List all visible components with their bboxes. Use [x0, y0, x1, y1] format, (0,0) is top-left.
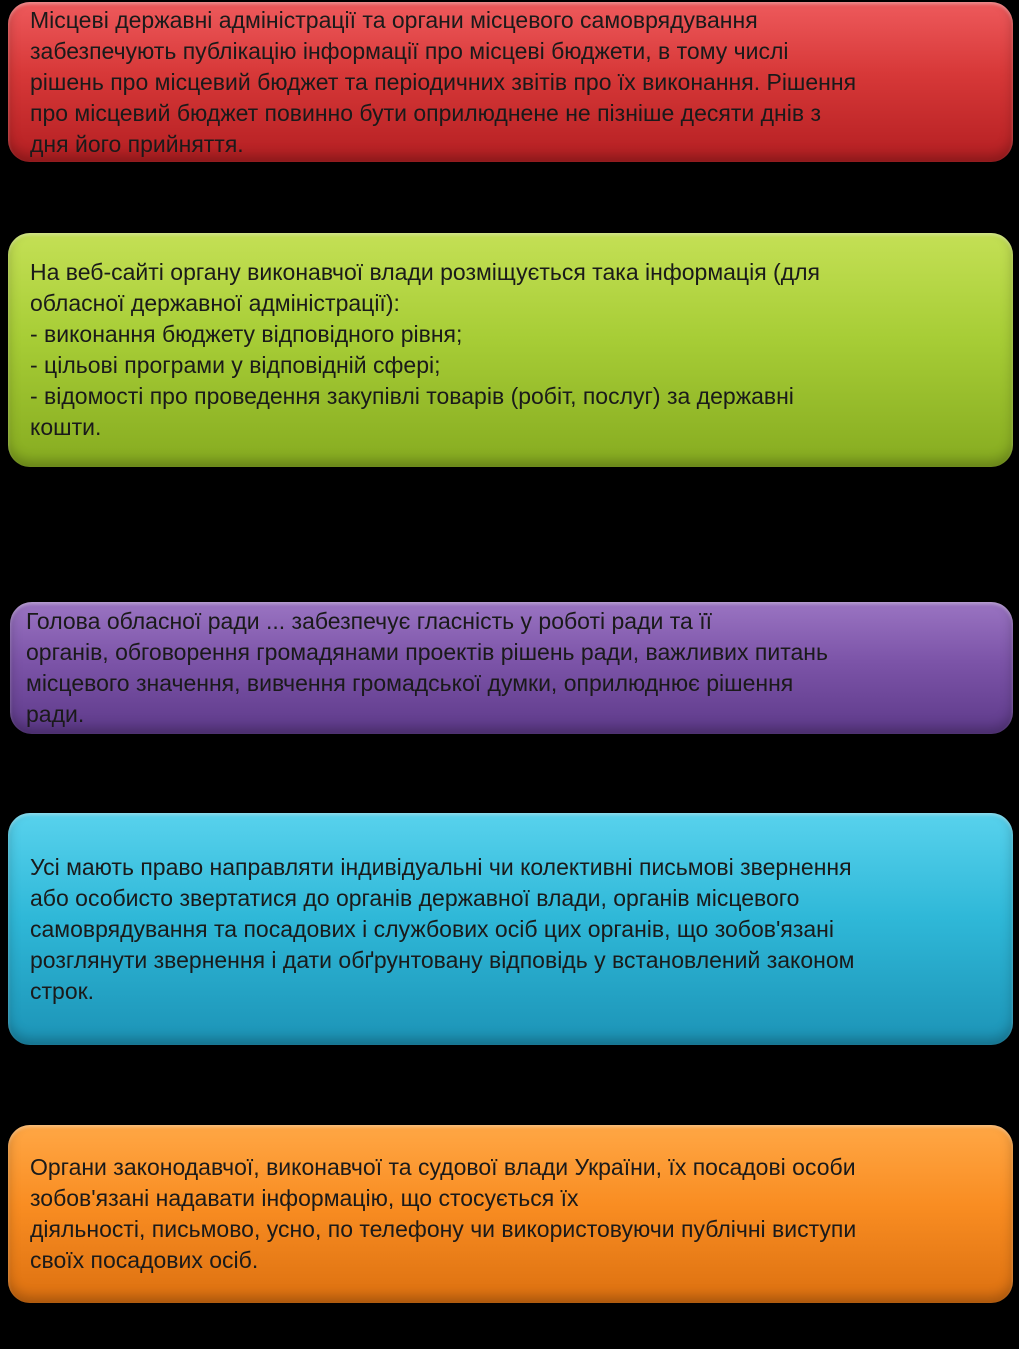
red-block-text: Місцеві державні адміністрації та органи місцевого самоврядування забезпечують публікацію інформації про місцеві бюджети, в тому числі рішень про місцевий бюджет та періодичних звітів про їх виконання. Рішення про місцевий бюджет повинно бути оприлюднене не пізніше десяти днів з дня його прийняття.: [30, 6, 857, 157]
green-info-block: [8, 233, 1013, 467]
blue-info-block: [8, 813, 1013, 1045]
purple-info-block: [10, 602, 1013, 734]
purple-block-text: Голова обласної ради ... забезпечує гласність у роботі ради та її органів, обговорення громадянами проектів рішень ради, важливих питань місцевого значення, вивчення громадської думки, оприлюднює рішення ради.: [26, 608, 828, 727]
orange-info-block: [8, 1125, 1013, 1303]
blue-block-text: Усі мають право направляти індивідуальні чи колективні письмові звернення або особисто звертатися до органів державної влади, органів місцевого самоврядування та посадових і службових осіб цих органів, що зобов'язані розглянути звернення і дати обґрунтовану відповідь у встановлений законом строк.: [30, 853, 855, 1004]
green-block-text: На веб-сайті органу виконавчої влади розміщується така інформація (для обласної державної адміністрації): - виконання бюджету відповідного рівня; - цільові програми у відповідній сфері; - відомості про проведення закупівлі товарів (робіт, послуг) за державні кошти.: [30, 259, 821, 440]
red-info-block: [8, 2, 1013, 162]
orange-block-text: Органи законодавчої, виконавчої та судової влади України, їх посадові особи зобов'язані надавати інформацію, що стосується їх діяльності, письмово, усно, по телефону чи використовуючи публічні виступи своїх посадових осіб.: [30, 1154, 857, 1273]
